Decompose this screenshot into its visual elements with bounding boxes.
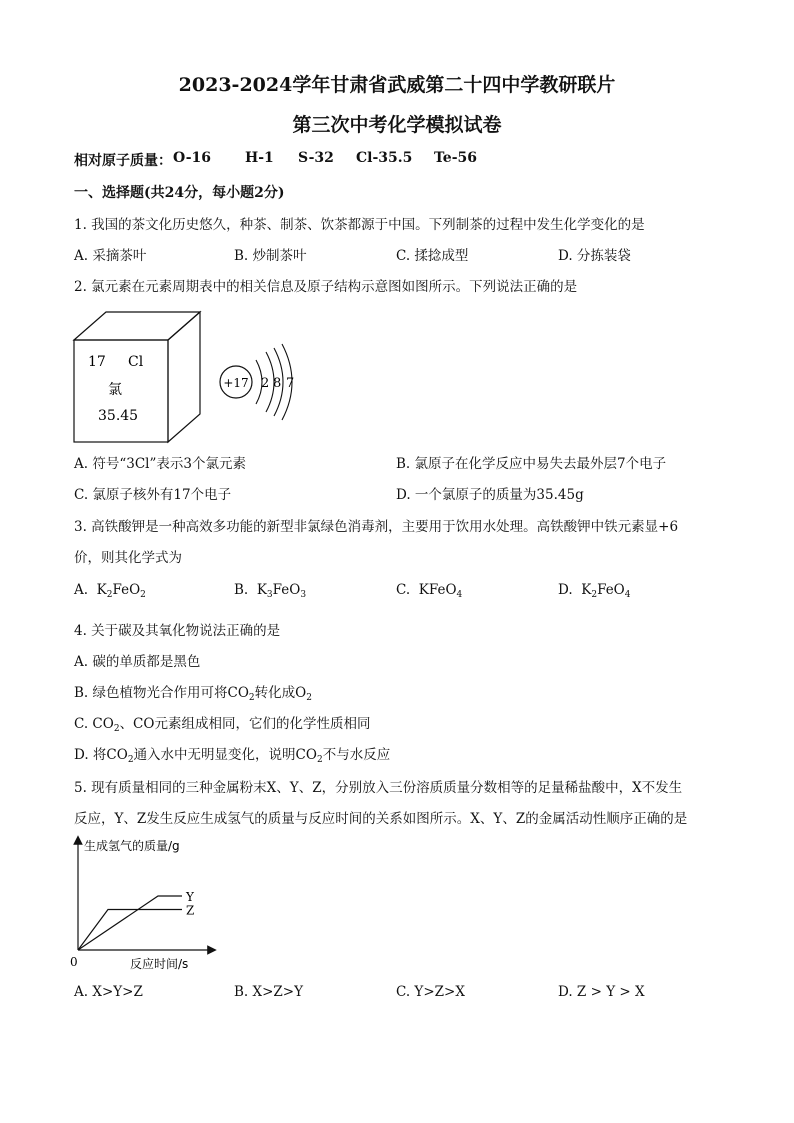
- q5-chart: [66, 834, 226, 974]
- series-label-y: Y: [186, 890, 194, 904]
- q4-option-a: A. 碳的单质都是黑色: [74, 654, 201, 670]
- q4-option-d: D. 将$CO_2$通入水中无明显变化，说明$CO_2$不与水反应: [74, 747, 391, 765]
- element-name: 氯: [108, 382, 122, 398]
- atomic-mass-te: Te-56: [434, 150, 478, 166]
- atomic-mass-label: 相对原子质量：: [74, 153, 172, 169]
- shell-electrons-1: 2: [261, 376, 270, 391]
- page-subtitle: 第三次中考化学模拟试卷: [292, 114, 502, 136]
- atomic-mass-cl: Cl-35.5: [356, 150, 413, 166]
- q4-stem: 4. 关于碳及其氧化物说法正确的是: [74, 623, 281, 639]
- x-axis-label: 反应时间/s: [130, 957, 189, 971]
- q3-option-c: C. KFeO$_4$: [396, 582, 463, 600]
- q1-option-a: A. 采摘茶叶: [74, 248, 147, 264]
- atom-structure-diagram: [220, 344, 294, 420]
- element-number: 17: [88, 354, 106, 370]
- q2-option-d: D. 一个氯原子的质量为35.45g: [396, 487, 584, 503]
- element-symbol: Cl: [128, 354, 144, 370]
- q3-option-d: D. $K_2FeO_4$: [558, 582, 631, 600]
- q1-option-d: D. 分拣装袋: [558, 248, 631, 264]
- q2-figure: [70, 308, 330, 448]
- q5-option-c: C. Y>Z>X: [396, 984, 465, 1000]
- shell-electrons-2: 8: [273, 376, 282, 391]
- q5-option-d: D. Z > Y > X: [558, 984, 645, 1000]
- q3-stem-line2: 价，则其化学式为: [74, 550, 182, 566]
- atomic-mass-o: O-16: [173, 150, 212, 166]
- series-line-y: [78, 896, 182, 950]
- y-axis-label: 生成氢气的质量/g: [84, 839, 180, 853]
- q4-option-c: C. $CO_2$、CO元素组成相同，它们的化学性质相同: [74, 716, 371, 734]
- q2-option-a: A. 符号“3Cl”表示3个氯元素: [74, 456, 246, 472]
- q1-option-b: B. 炒制茶叶: [234, 248, 307, 264]
- origin-label: 0: [70, 955, 78, 969]
- element-mass: 35.45: [98, 408, 139, 424]
- q3-stem-line1: 3. 高铁酸钾是一种高效多功能的新型非氯绿色消毒剂，主要用于饮用水处理。高铁酸钾中铁元素显+6: [74, 519, 679, 535]
- q3-option-a: A. $K_2FeO_2$: [74, 582, 146, 600]
- q4-option-b: B. 绿色植物光合作用可将$CO_2$转化成$O_2$: [74, 685, 312, 703]
- series-label-z: Z: [186, 903, 195, 918]
- q2-option-c: C. 氯原子核外有17个电子: [74, 487, 232, 503]
- section-heading: 一、选择题(共24分，每小题2分): [74, 185, 285, 201]
- q5-stem-line1: 5. 现有质量相同的三种金属粉末X、Y、Z，分别放入三份溶质质量分数相等的足量稀盐酸中，X不发生: [74, 780, 683, 796]
- q1-option-c: C. 揉捻成型: [396, 248, 469, 264]
- q5-stem-line2: 反应，Y、Z发生反应生成氢气的质量与反应时间的关系如图所示。X、Y、Z的金属活动性顺序正确的是: [74, 811, 688, 827]
- q3-option-b: B. $K_3FeO_3$: [234, 582, 307, 600]
- atomic-mass-h: H-1: [245, 150, 274, 166]
- page-title: 2023-2024学年甘肃省武威第二十四中学教研联片: [178, 74, 616, 96]
- atomic-mass-s: S-32: [298, 150, 334, 166]
- q2-stem: 2. 氯元素在元素周期表中的相关信息及原子结构示意图如图所示。下列说法正确的是: [74, 279, 578, 295]
- q5-option-a: A. X>Y>Z: [74, 984, 143, 1000]
- shell-electrons-3: 7: [286, 376, 295, 391]
- q1-stem: 1. 我国的茶文化历史悠久，种茶、制茶、饮茶都源于中国。下列制茶的过程中发生化学变化的是: [74, 217, 645, 233]
- nucleus-charge: +17: [223, 376, 249, 390]
- q5-option-b: B. X>Z>Y: [234, 984, 304, 1000]
- q2-option-b: B. 氯原子在化学反应中易失去最外层7个电子: [396, 456, 667, 472]
